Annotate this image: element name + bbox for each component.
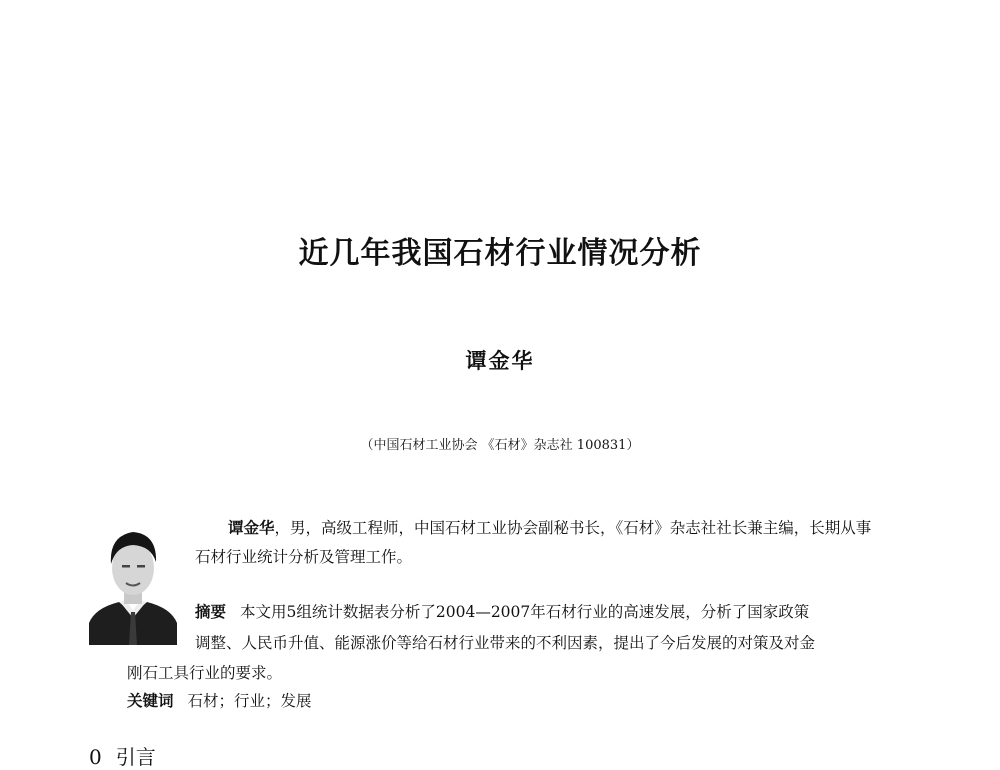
author-photo: [89, 518, 177, 645]
author-name: 谭金华: [465, 349, 535, 373]
abstract-line-1: [195, 600, 809, 622]
keywords-label: 关键词: [127, 692, 174, 710]
section-number: 0: [89, 745, 102, 769]
paper-title: 近几年我国石材行业情况分析: [298, 236, 702, 271]
section-title: 引言: [115, 745, 156, 769]
author-affiliation: （中国石材工业协会 《石材》杂志社 100831）: [360, 438, 640, 453]
abstract-line-3: 刚石工具行业的要求。: [127, 664, 283, 682]
author-bio-text-1: ，男，高级工程师，中国石材工业协会副秘书长，《石材》杂志社社长兼主编，长期从事: [274, 519, 872, 537]
author-bio-line-1: [228, 516, 871, 538]
keywords-line: [127, 689, 312, 711]
abstract-label: 摘要: [195, 603, 227, 621]
section-heading: [89, 741, 156, 770]
keywords-text: 石材；行业；发展: [187, 692, 312, 710]
abstract-line-2: 调整、人民币升值、能源涨价等给石材行业带来的不利因素，提出了今后发展的对策及对金: [195, 634, 816, 652]
abstract-text-1: 本文用5组统计数据表分析了2004—2007年石材行业的高速发展，分析了国家政策: [240, 603, 810, 621]
author-bio-name: 谭金华: [228, 519, 275, 537]
author-bio-line-2: 石材行业统计分析及管理工作。: [195, 548, 413, 566]
